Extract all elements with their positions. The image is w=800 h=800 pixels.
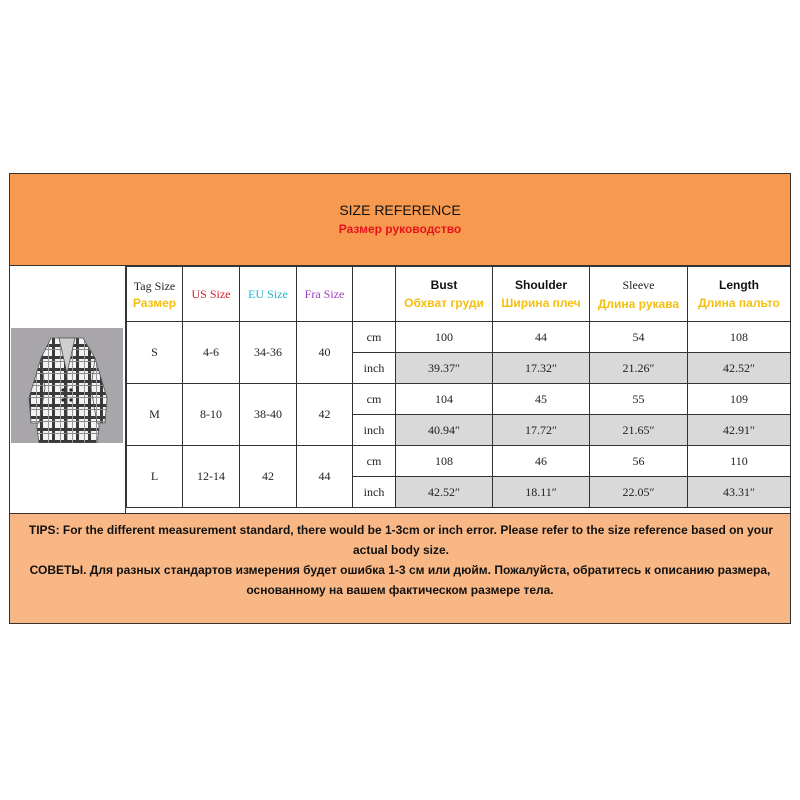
- us-size-cell: 8-10: [183, 384, 240, 446]
- plaid-coat-photo: [11, 328, 123, 443]
- table-row-m-cm: [127, 384, 791, 415]
- us-size-cell: 4-6: [183, 322, 240, 384]
- eu-size-cell: 42: [240, 446, 297, 508]
- sleeve-cm-cell: 56: [590, 446, 688, 477]
- length-inch-cell: 42.52″: [688, 353, 791, 384]
- length-cm-cell: 110: [688, 446, 791, 477]
- unit-cm-cell: cm: [353, 384, 396, 415]
- unit-header: [353, 267, 396, 322]
- unit-inch-cell: inch: [353, 477, 396, 508]
- bust-inch-cell: 39.37″: [396, 353, 493, 384]
- shoulder-cm-cell: 45: [493, 384, 590, 415]
- shoulder-inch-cell: 17.32″: [493, 353, 590, 384]
- tag-size-cell: M: [127, 384, 183, 446]
- tag-size-label: Tag Size: [133, 278, 176, 293]
- chart-title: SIZE REFERENCE: [339, 202, 461, 218]
- tips-text-ru: СОВЕТЫ. Для разных стандартов измерения будет ошибка 1-3 см или дюйм. Пожалуйста, обратитесь к описанию размера, основанному на вашем фактическом размере тела.: [29, 563, 771, 597]
- length-label-ru: Длина пальто: [698, 296, 780, 310]
- size-table: [126, 266, 791, 508]
- us-size-cell: 12-14: [183, 446, 240, 508]
- size-chart: [9, 173, 791, 624]
- bust-inch-cell: 42.52″: [396, 477, 493, 508]
- chart-subtitle-ru: Размер руководство: [338, 222, 462, 236]
- fra-size-label: Fra Size: [304, 286, 345, 301]
- bust-header: [396, 267, 493, 322]
- sleeve-cm-cell: 54: [590, 322, 688, 353]
- length-cm-cell: 108: [688, 322, 791, 353]
- sleeve-label: Sleeve: [622, 277, 655, 292]
- shoulder-cm-cell: 46: [493, 446, 590, 477]
- length-cm-cell: 109: [688, 384, 791, 415]
- sleeve-header: [590, 267, 688, 322]
- shoulder-inch-cell: 17.72″: [493, 415, 590, 446]
- table-row-l-cm: [127, 446, 791, 477]
- unit-inch-cell: inch: [353, 415, 396, 446]
- tips-text-en: TIPS: For the different measurement standard, there would be 1-3cm or inch error. Please refer to the size reference based on your actual body size.: [28, 523, 774, 557]
- eu-size-label: EU Size: [248, 286, 288, 301]
- sleeve-inch-cell: 21.26″: [590, 353, 688, 384]
- bust-inch-cell: 40.94″: [396, 415, 493, 446]
- unit-inch-cell: inch: [353, 353, 396, 384]
- tag-size-header: [127, 267, 183, 322]
- us-size-label: US Size: [191, 286, 231, 301]
- bust-label-ru: Обхват груди: [404, 296, 484, 310]
- product-photo-cell: [10, 266, 126, 513]
- tag-size-cell: S: [127, 322, 183, 384]
- shoulder-cm-cell: 44: [493, 322, 590, 353]
- eu-size-cell: 38-40: [240, 384, 297, 446]
- shoulder-label-ru: Ширина плеч: [501, 296, 581, 310]
- sleeve-inch-cell: 22.05″: [590, 477, 688, 508]
- sleeve-label-ru: Длина рукава: [597, 296, 680, 311]
- sleeve-inch-cell: 21.65″: [590, 415, 688, 446]
- length-inch-cell: 42.91″: [688, 415, 791, 446]
- bust-cm-cell: 100: [396, 322, 493, 353]
- table-row-s-cm: [127, 322, 791, 353]
- unit-cm-cell: cm: [353, 446, 396, 477]
- fra-size-cell: 44: [297, 446, 353, 508]
- chart-header: [10, 174, 790, 266]
- shoulder-label: Shoulder: [514, 278, 567, 292]
- fra-size-cell: 40: [297, 322, 353, 384]
- eu-size-header: [240, 267, 297, 322]
- sleeve-cm-cell: 55: [590, 384, 688, 415]
- tag-size-label-ru: Размер: [132, 295, 177, 310]
- eu-size-cell: 34-36: [240, 322, 297, 384]
- length-label: Length: [719, 278, 759, 292]
- shoulder-inch-cell: 18.11″: [493, 477, 590, 508]
- bust-cm-cell: 104: [396, 384, 493, 415]
- bust-label: Bust: [430, 278, 458, 292]
- tips-panel: [10, 513, 790, 623]
- fra-size-header: [297, 267, 353, 322]
- us-size-header: [183, 267, 240, 322]
- length-inch-cell: 43.31″: [688, 477, 791, 508]
- fra-size-cell: 42: [297, 384, 353, 446]
- length-header: [688, 267, 791, 322]
- shoulder-header: [493, 267, 590, 322]
- table-header-row: [127, 267, 791, 322]
- tag-size-cell: L: [127, 446, 183, 508]
- bust-cm-cell: 108: [396, 446, 493, 477]
- unit-cm-cell: cm: [353, 322, 396, 353]
